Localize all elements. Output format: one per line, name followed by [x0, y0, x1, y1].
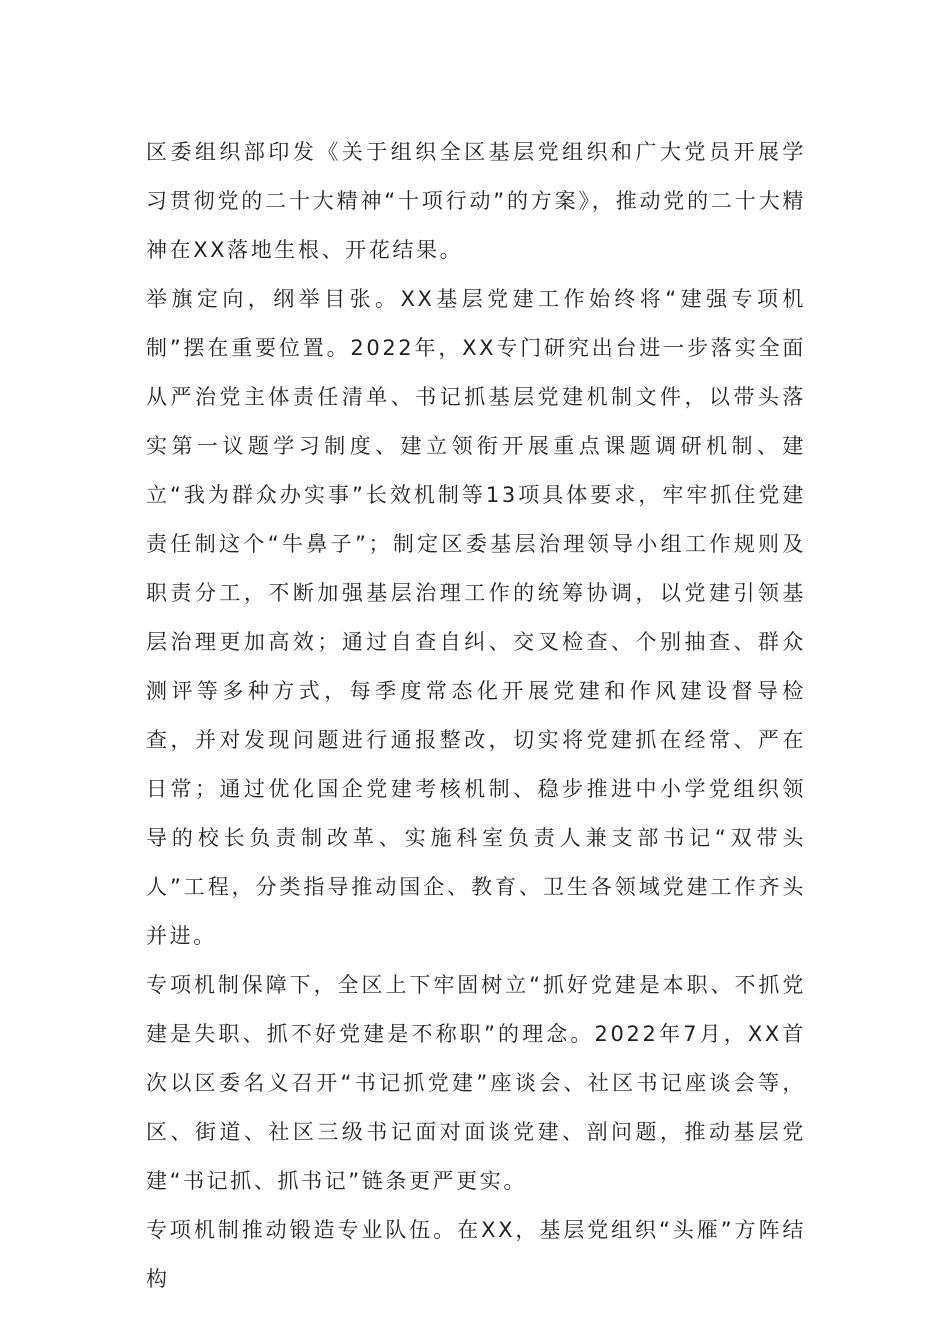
document-body: [146, 128, 806, 1304]
paragraph-4: 专项机制推动锻造专业队伍。在XX，基层党组织“头雁”方阵结构: [146, 1218, 806, 1291]
paragraph-1: 区委组织部印发《关于组织全区基层党组织和广大党员开展学习贯彻党的二十大精神“十项行动”的方案》，推动党的二十大精神在XX落地生根、开花结果。: [146, 140, 806, 262]
paragraph-2: 举旗定向，纲举目张。XX基层党建工作始终将“建强专项机制”摆在重要位置。2022年，XX专门研究出台进一步落实全面从严治党主体责任清单、书记抓基层党建机制文件，以带头落实第一议题学习制度、建立领衔开展重点课题调研机制、建立“我为群众办实事”长效机制等13项具体要求，牢牢抓住党建责任制这个“牛鼻子”；制定区委基层治理领导小组工作规则及职责分工，不断加强基层治理工作的统筹协调，以党建引领基层治理更加高效；通过自查自纠、交叉检查、个别抽查、群众测评等多种方式，每季度常态化开展党建和作风建设督导检查，并对发现问题进行通报整改，切实将党建抓在经常、严在日常；通过优化国企党建考核机制、稳步推进中小学党组织领导的校长负责制改革、实施科室负责人兼支部书记“双带头人”工程，分类指导推动国企、教育、卫生各领域党建工作齐头并进。: [146, 287, 806, 948]
paragraph-3: 专项机制保障下，全区上下牢固树立“抓好党建是本职、不抓党建是失职、抓不好党建是不称职”的理念。2022年7月，XX首次以区委名义召开“书记抓党建”座谈会、社区书记座谈会等，区、街道、社区三级书记面对面谈党建、剖问题，推动基层党建“书记抓、抓书记”链条更严更实。: [146, 973, 806, 1193]
